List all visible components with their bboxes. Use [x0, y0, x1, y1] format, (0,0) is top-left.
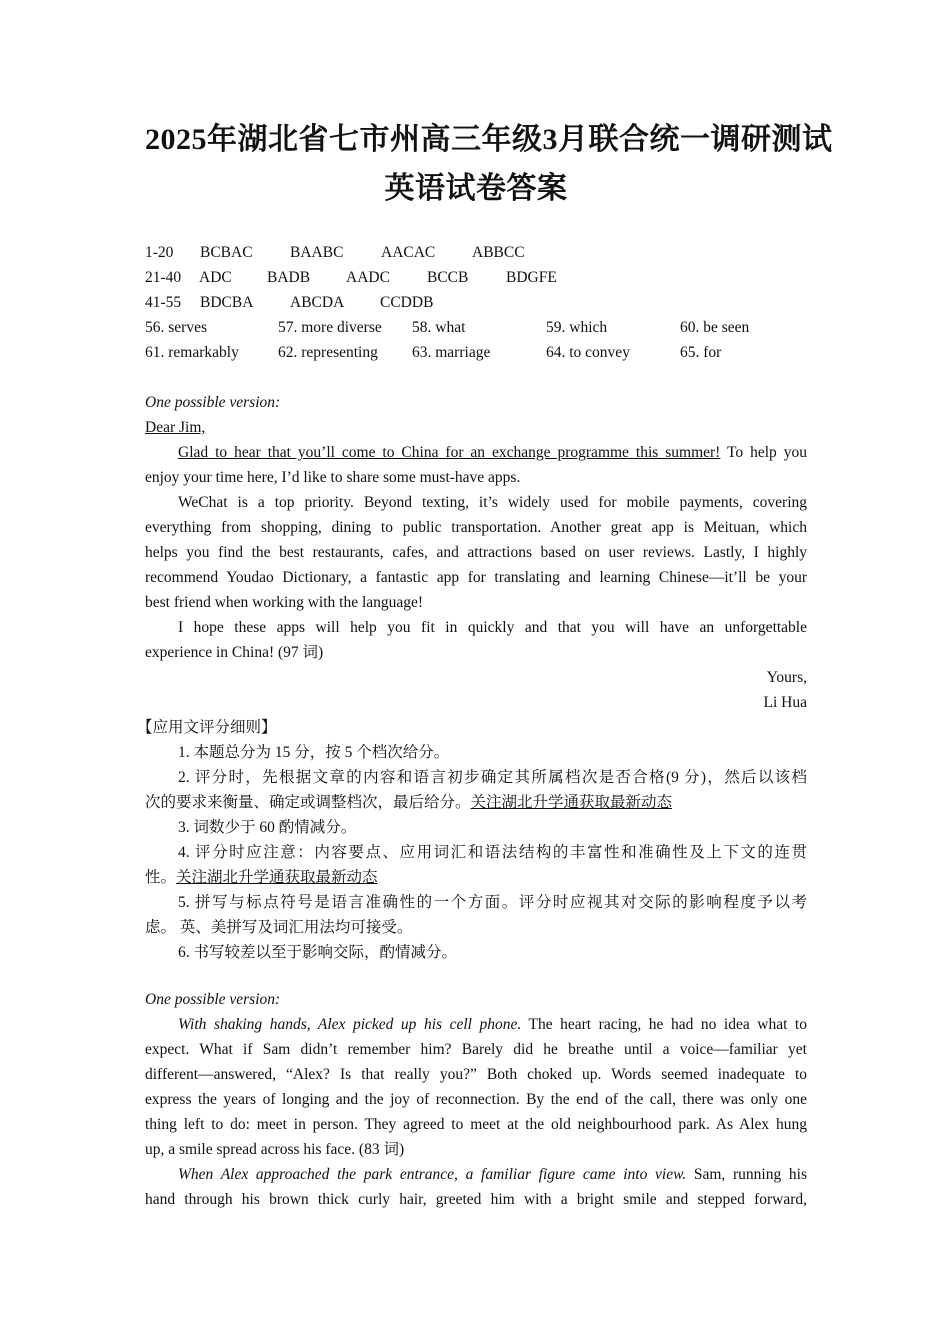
- letter-opening-sentence: Glad to hear that you’ll come to China for an exchange programme this summer!: [178, 444, 721, 461]
- answer-group: ADC: [199, 269, 232, 286]
- letter-p2-line: recommend Youdao Dictionary, a fantastic app for translating and learning Chinese—it’ll be your: [145, 569, 807, 586]
- story-prompt-sentence: With shaking hands, Alex picked up his cell phone.: [178, 1016, 522, 1033]
- story-p1-line: expect. What if Sam didn’t remember him? Barely did he breathe until a voice—familiar yet: [145, 1041, 807, 1058]
- answer-item: 62. representing: [278, 344, 378, 361]
- answer-group: AADC: [346, 269, 390, 286]
- answer-group: CCDDB: [380, 294, 434, 311]
- story-p1-line: With shaking hands, Alex picked up his cell phone. The heart racing, he had no idea what to: [178, 1016, 807, 1033]
- scoring-rule-6: 6. 书写较差以至于影响交际，酌情减分。: [178, 944, 458, 961]
- answer-item: 65. for: [680, 344, 722, 361]
- scoring-rule-list: [145, 740, 807, 965]
- letter-salutation: Dear Jim,: [145, 419, 206, 436]
- story-p1-line: express the years of longing and the joy of reconnection. By the end of the call, there was only one: [145, 1091, 807, 1108]
- answer-range-label: 41-55: [145, 294, 182, 311]
- scoring-rule-5: 5. 拼写与标点符号是语言准确性的一个方面。评分时应视其对交际的影响程度予以考: [178, 894, 807, 911]
- letter-p2-line: helps you find the best restaurants, cafes, and attractions based on user reviews. Lastly, I highly: [145, 544, 807, 561]
- story-p1-line: thing left to do: meet in person. They agreed to meet at the old neighbourhood park. As Alex hung: [145, 1116, 807, 1133]
- title-line-1: 2025年湖北省七市州高三年级3月联合统一调研测试: [145, 123, 833, 156]
- scoring-rule-2-cont: 次的要求来衡量、确定或调整档次，最后给分。关注湖北升学通获取最新动态: [145, 794, 673, 811]
- answer-group: BAABC: [290, 244, 344, 261]
- answer-group: ABBCC: [472, 244, 525, 261]
- promo-link[interactable]: 关注湖北升学通获取最新动态: [470, 794, 673, 811]
- story-prompt-sentence: When Alex approached the park entrance, a familiar figure came into view.: [178, 1166, 687, 1183]
- scoring-heading: 【应用文评分细则】: [137, 719, 277, 736]
- answer-item: 60. be seen: [680, 319, 750, 336]
- scoring-rule-4: 4. 评分时应注意：内容要点、应用词汇和语法结构的丰富性和准确性及上下文的连贯: [178, 844, 807, 861]
- story-sample: [145, 987, 807, 1212]
- letter-p2-line: everything from shopping, dining to public transportation. Another great app is Meituan, which: [145, 519, 807, 536]
- answer-group: BDGFE: [506, 269, 557, 286]
- scoring-rule-4-cont: 性。关注湖北升学通获取最新动态: [145, 869, 378, 886]
- story-p2-line: hand through his brown thick curly hair, greeted him with a bright smile and stepped forward,: [145, 1191, 807, 1208]
- letter-p1-line1: Glad to hear that you’ll come to China for an exchange programme this summer! To help you: [178, 444, 807, 461]
- letter-p2-line: WeChat is a top priority. Beyond texting, it’s widely used for mobile payments, covering: [178, 494, 807, 511]
- story-p2-line: When Alex approached the park entrance, a familiar figure came into view. Sam, running his: [178, 1166, 807, 1183]
- answer-item: 61. remarkably: [145, 344, 239, 361]
- answer-item: 63. marriage: [412, 344, 491, 361]
- title-line-2: 英语试卷答案: [384, 172, 568, 205]
- promo-link[interactable]: 关注湖北升学通获取最新动态: [176, 869, 378, 886]
- answer-group: AACAC: [381, 244, 436, 261]
- letter-p1-line2: enjoy your time here, I’d like to share some must-have apps.: [145, 469, 521, 486]
- letter-p2-line: best friend when working with the language!: [145, 594, 424, 611]
- story-p1-line: different—answered, “Alex? Is that really you?” Both choked up. Words seemed inadequate to: [145, 1066, 807, 1083]
- letter-sample: [145, 390, 807, 715]
- answer-group: BCCB: [427, 269, 469, 286]
- letter-closing: Yours,: [766, 669, 807, 686]
- answer-group: BDCBA: [200, 294, 254, 311]
- scoring-rules: [137, 715, 807, 740]
- answer-group: BADB: [267, 269, 311, 286]
- answer-group: ABCDA: [290, 294, 345, 311]
- version-label: One possible version:: [145, 394, 281, 411]
- scoring-rule-2: 2. 评分时，先根据文章的内容和语言初步确定其所属档次是否合格(9 分)，然后以该档: [178, 769, 807, 786]
- answer-item: 59. which: [546, 319, 608, 336]
- answer-group: BCBAC: [200, 244, 253, 261]
- answer-item: 57. more diverse: [278, 319, 382, 336]
- letter-p3-line: experience in China! (97 词): [145, 644, 324, 661]
- version-label: One possible version:: [145, 991, 281, 1008]
- letter-signature: Li Hua: [763, 694, 807, 711]
- answer-range-label: 21-40: [145, 269, 182, 286]
- letter-p3-line: I hope these apps will help you fit in quickly and that you will have an unforgettable: [178, 619, 807, 636]
- answer-item: 64. to convey: [546, 344, 630, 361]
- answer-range-label: 1-20: [145, 244, 174, 261]
- answer-item: 58. what: [412, 319, 466, 336]
- scoring-rule-5-cont: 虑。 英、美拼写及词汇用法均可接受。: [145, 919, 413, 936]
- answer-item: 56. serves: [145, 319, 207, 336]
- story-p1-line: up, a smile spread across his face. (83 词): [145, 1141, 405, 1158]
- scoring-rule-1: 1. 本题总分为 15 分，按 5 个档次给分。: [178, 744, 450, 761]
- scoring-rule-3: 3. 词数少于 60 酌情减分。: [178, 819, 357, 836]
